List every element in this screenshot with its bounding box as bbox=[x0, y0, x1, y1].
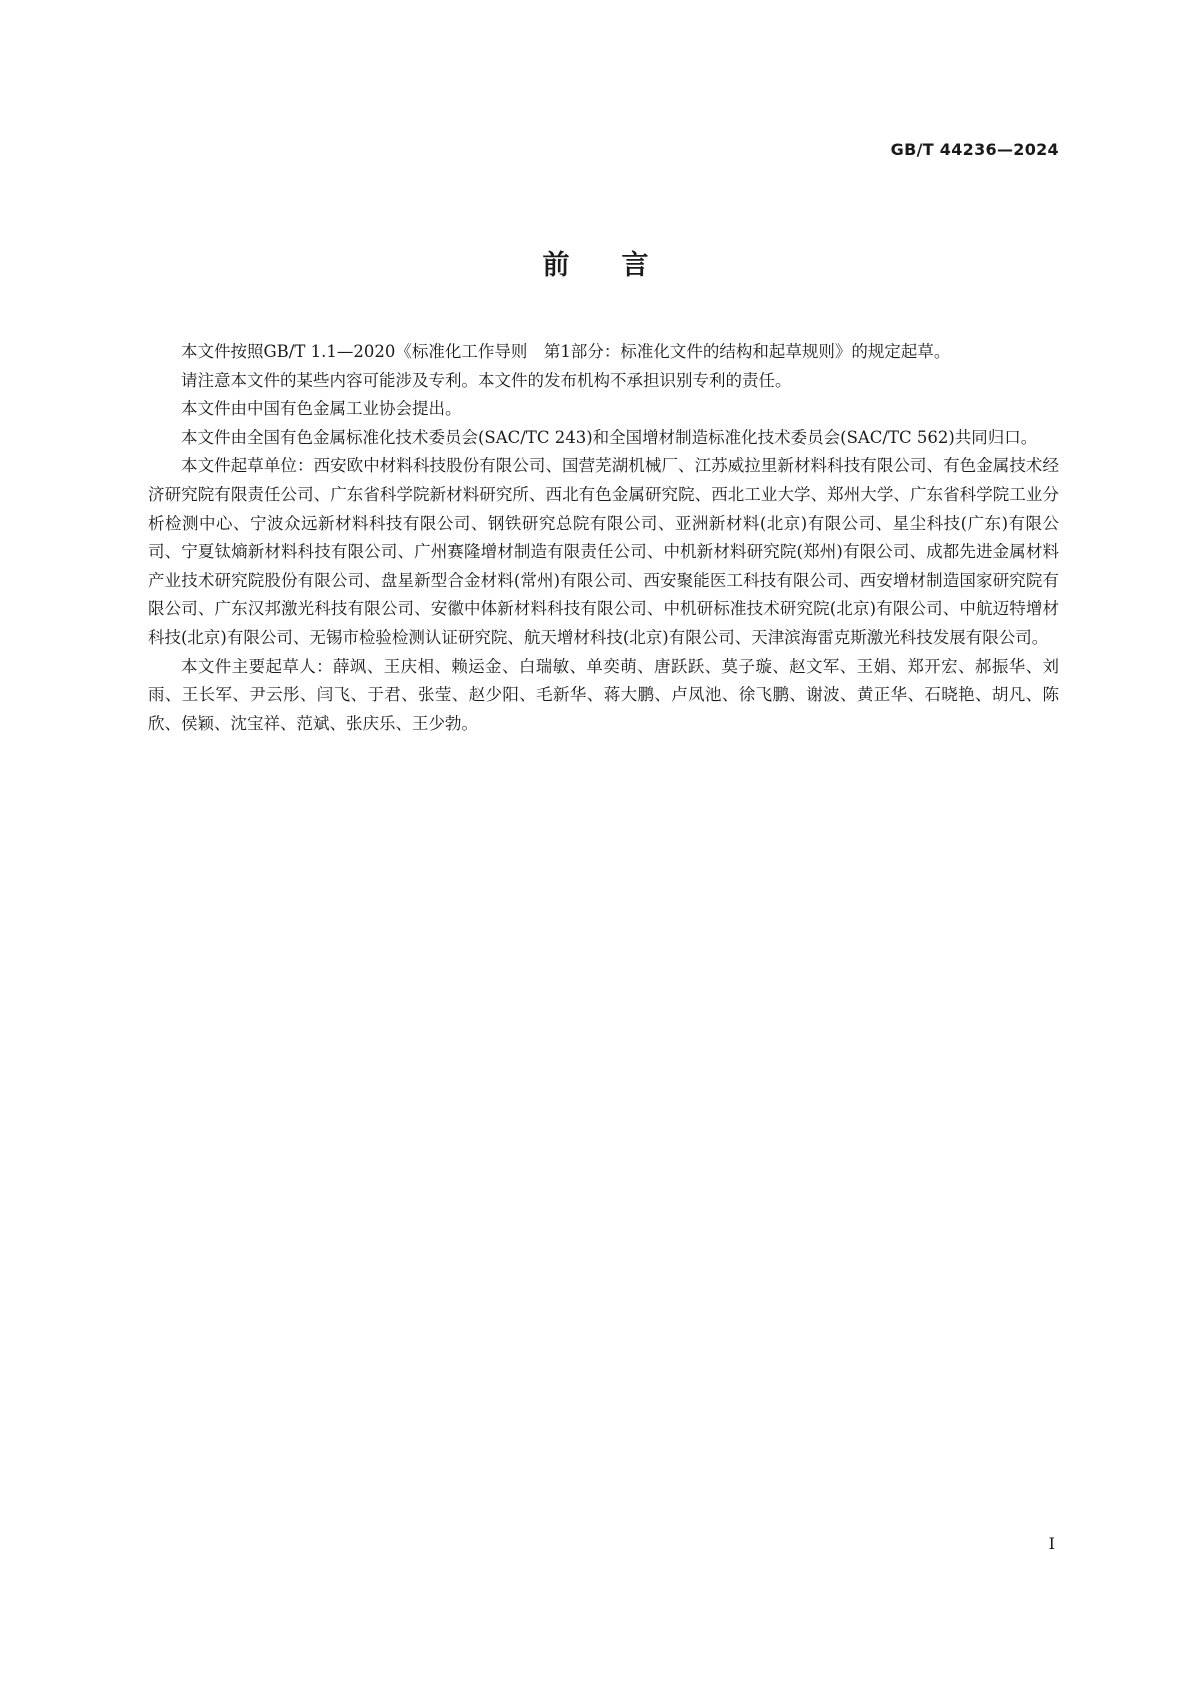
standard-code: GB/T 44236—2024 bbox=[890, 140, 1059, 159]
page-title: 前言 bbox=[542, 250, 701, 281]
paragraph-drafting-units: 本文件起草单位：西安欧中材料科技股份有限公司、国营芜湖机械厂、江苏威拉里新材料科技有限公司、有色金属技术经济研究院有限责任公司、广东省科学院新材料研究所、西北有色金属研究院、西北工业大学、郑州大学、广东省科学院工业分析检测中心、宁波众远新材料科技有限公司、钢铁研究总院有限公司、亚洲新材料(北京)有限公司、星尘科技(广东)有限公司、宁夏钛熵新材料科技有限公司、广州赛隆增材制造有限责任公司、中机新材料研究院(郑州)有限公司、成都先进金属材料产业技术研究院股份有限公司、盘星新型合金材料(常州)有限公司、西安聚能医工科技有限公司、西安增材制造国家研究院有限公司、广东汉邦激光科技有限公司、安徽中体新材料科技有限公司、中机研标准技术研究院(北京)有限公司、中航迈特增材科技(北京)有限公司、无锡市检验检测认证研究院、航天增材科技(北京)有限公司、天津滨海雷克斯激光科技发展有限公司。 bbox=[148, 456, 1059, 647]
body-text bbox=[148, 338, 1059, 738]
paragraph-drafting-rules: 本文件按照GB/T 1.1—2020《标准化工作导则 第1部分：标准化文件的结构和起草规则》的规定起草。 bbox=[181, 342, 951, 361]
paragraph-patent-notice: 请注意本文件的某些内容可能涉及专利。本文件的发布机构不承担识别专利的责任。 bbox=[181, 370, 792, 390]
paragraph-administration: 本文件由全国有色金属标准化技术委员会(SAC/TC 243)和全国增材制造标准化技术委员会(SAC/TC 562)共同归口。 bbox=[181, 427, 1038, 447]
paragraph-drafters: 本文件主要起草人：薛飒、王庆相、赖运金、白瑞敏、单奕萌、唐跃跃、莫子璇、赵文军、王娟、郑开宏、郝振华、刘雨、王长军、尹云彤、闫飞、于君、张莹、赵少阳、毛新华、蒋大鹏、卢凤池、徐飞鹏、谢波、黄正华、石晓艳、胡凡、陈欣、侯颖、沈宝祥、范斌、张庆乐、王少勃。 bbox=[148, 656, 1059, 733]
page-number: I bbox=[1048, 1534, 1055, 1553]
paragraph-proposer: 本文件由中国有色金属工业协会提出。 bbox=[181, 399, 462, 419]
